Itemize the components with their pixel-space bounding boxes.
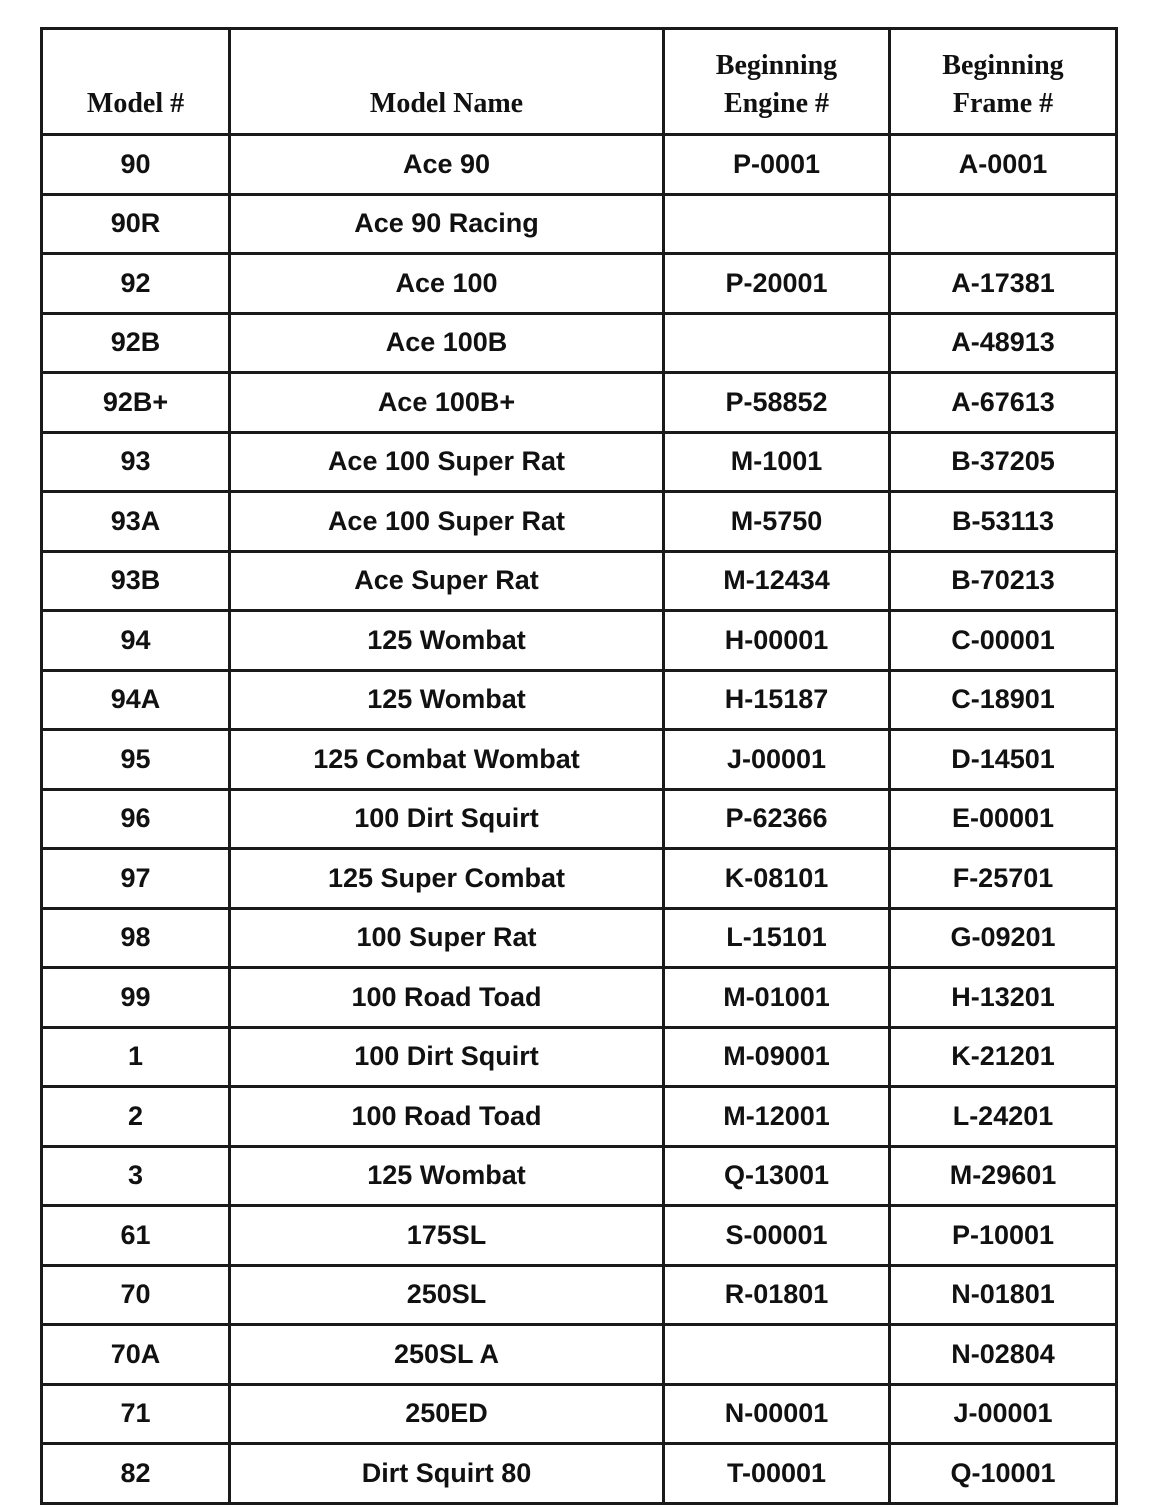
cell-model-number: 70 [42,1265,230,1325]
cell-beginning-frame: F-25701 [890,849,1117,909]
cell-beginning-engine: Q-13001 [664,1146,890,1206]
cell-model-name: 250ED [230,1384,664,1444]
table-header [42,29,1117,135]
model-serial-table [40,27,1118,1505]
header-beginning-engine [664,29,890,135]
cell-beginning-engine: R-01801 [664,1265,890,1325]
table-row [42,670,1117,730]
cell-beginning-engine [664,1325,890,1385]
cell-beginning-frame: B-53113 [890,492,1117,552]
cell-model-number: 92B+ [42,373,230,433]
cell-beginning-engine: T-00001 [664,1444,890,1504]
table-row [42,1384,1117,1444]
table-row [42,1325,1117,1385]
cell-model-number: 99 [42,968,230,1028]
cell-beginning-engine: J-00001 [664,730,890,790]
cell-model-name: 100 Dirt Squirt [230,1027,664,1087]
cell-beginning-frame: B-70213 [890,551,1117,611]
header-engine-line1: Beginning [715,50,838,81]
cell-model-number: 70A [42,1325,230,1385]
cell-beginning-frame: B-37205 [890,432,1117,492]
table-row [42,1087,1117,1147]
cell-model-name: 125 Wombat [230,611,664,671]
header-model-name-label: Model Name [369,88,524,119]
cell-beginning-engine: S-00001 [664,1206,890,1266]
cell-beginning-frame: L-24201 [890,1087,1117,1147]
cell-model-number: 95 [42,730,230,790]
header-frame-line1: Beginning [942,50,1064,81]
table-row [42,373,1117,433]
cell-model-name: 175SL [230,1206,664,1266]
table-row [42,908,1117,968]
cell-model-number: 92 [42,254,230,314]
header-model-number-label: Model # [86,88,185,119]
header-beginning-frame [890,29,1117,135]
table-row [42,1265,1117,1325]
table-row [42,254,1117,314]
cell-beginning-engine: M-09001 [664,1027,890,1087]
cell-model-name: 100 Super Rat [230,908,664,968]
cell-model-number: 98 [42,908,230,968]
cell-beginning-frame: G-09201 [890,908,1117,968]
cell-model-number: 3 [42,1146,230,1206]
cell-model-number: 93B [42,551,230,611]
cell-model-name: Ace 100 Super Rat [230,492,664,552]
cell-beginning-frame: C-00001 [890,611,1117,671]
cell-beginning-engine: N-00001 [664,1384,890,1444]
table-body [42,135,1117,1504]
cell-model-name: 100 Dirt Squirt [230,789,664,849]
cell-model-name: Ace 100 Super Rat [230,432,664,492]
table-row [42,135,1117,195]
cell-beginning-frame: D-14501 [890,730,1117,790]
header-frame-line2: Frame # [952,88,1054,119]
header-row [42,29,1117,135]
cell-model-number: 90R [42,194,230,254]
cell-beginning-engine: M-01001 [664,968,890,1028]
cell-model-number: 61 [42,1206,230,1266]
cell-model-name: 125 Wombat [230,1146,664,1206]
cell-model-number: 94A [42,670,230,730]
cell-model-name: Ace Super Rat [230,551,664,611]
header-model-name [230,29,664,135]
cell-model-number: 71 [42,1384,230,1444]
cell-beginning-frame: Q-10001 [890,1444,1117,1504]
cell-model-name: 250SL [230,1265,664,1325]
cell-beginning-engine [664,194,890,254]
cell-model-number: 96 [42,789,230,849]
table-row [42,1444,1117,1504]
table-row [42,1206,1117,1266]
cell-beginning-engine [664,313,890,373]
cell-beginning-engine: M-5750 [664,492,890,552]
table-row [42,1027,1117,1087]
cell-beginning-frame: J-00001 [890,1384,1117,1444]
cell-beginning-engine: M-12001 [664,1087,890,1147]
header-engine-line2: Engine # [723,88,830,119]
cell-model-number: 82 [42,1444,230,1504]
table-row [42,730,1117,790]
cell-model-number: 92B [42,313,230,373]
cell-beginning-frame: N-01801 [890,1265,1117,1325]
cell-model-name: Ace 100B [230,313,664,373]
cell-model-name: Ace 100B+ [230,373,664,433]
cell-beginning-frame: H-13201 [890,968,1117,1028]
table-row [42,1146,1117,1206]
cell-beginning-frame: A-17381 [890,254,1117,314]
cell-beginning-engine: M-12434 [664,551,890,611]
cell-beginning-engine: L-15101 [664,908,890,968]
cell-model-name: Ace 90 Racing [230,194,664,254]
cell-model-name: 250SL A [230,1325,664,1385]
cell-beginning-frame [890,194,1117,254]
cell-beginning-frame: M-29601 [890,1146,1117,1206]
cell-beginning-frame: A-0001 [890,135,1117,195]
cell-beginning-engine: P-0001 [664,135,890,195]
table-row [42,789,1117,849]
cell-beginning-frame: K-21201 [890,1027,1117,1087]
cell-beginning-engine: P-62366 [664,789,890,849]
table-row [42,194,1117,254]
table-row [42,313,1117,373]
cell-model-number: 2 [42,1087,230,1147]
table-row [42,849,1117,909]
cell-beginning-frame: C-18901 [890,670,1117,730]
cell-beginning-engine: M-1001 [664,432,890,492]
cell-beginning-engine: P-20001 [664,254,890,314]
cell-beginning-engine: K-08101 [664,849,890,909]
cell-model-number: 94 [42,611,230,671]
cell-beginning-frame: A-48913 [890,313,1117,373]
cell-model-name: Ace 90 [230,135,664,195]
cell-model-name: Dirt Squirt 80 [230,1444,664,1504]
cell-model-name: 100 Road Toad [230,1087,664,1147]
cell-model-name: Ace 100 [230,254,664,314]
table-row [42,492,1117,552]
cell-beginning-engine: P-58852 [664,373,890,433]
table-row [42,432,1117,492]
cell-beginning-frame: E-00001 [890,789,1117,849]
cell-beginning-engine: H-15187 [664,670,890,730]
cell-model-name: 100 Road Toad [230,968,664,1028]
table-row [42,551,1117,611]
cell-model-name: 125 Wombat [230,670,664,730]
cell-beginning-frame: N-02804 [890,1325,1117,1385]
table-row [42,611,1117,671]
header-model-number [42,29,230,135]
cell-model-number: 93A [42,492,230,552]
table-row [42,968,1117,1028]
cell-model-number: 90 [42,135,230,195]
cell-beginning-frame: A-67613 [890,373,1117,433]
cell-beginning-engine: H-00001 [664,611,890,671]
cell-beginning-frame: P-10001 [890,1206,1117,1266]
cell-model-name: 125 Combat Wombat [230,730,664,790]
cell-model-number: 93 [42,432,230,492]
cell-model-number: 97 [42,849,230,909]
cell-model-number: 1 [42,1027,230,1087]
cell-model-name: 125 Super Combat [230,849,664,909]
